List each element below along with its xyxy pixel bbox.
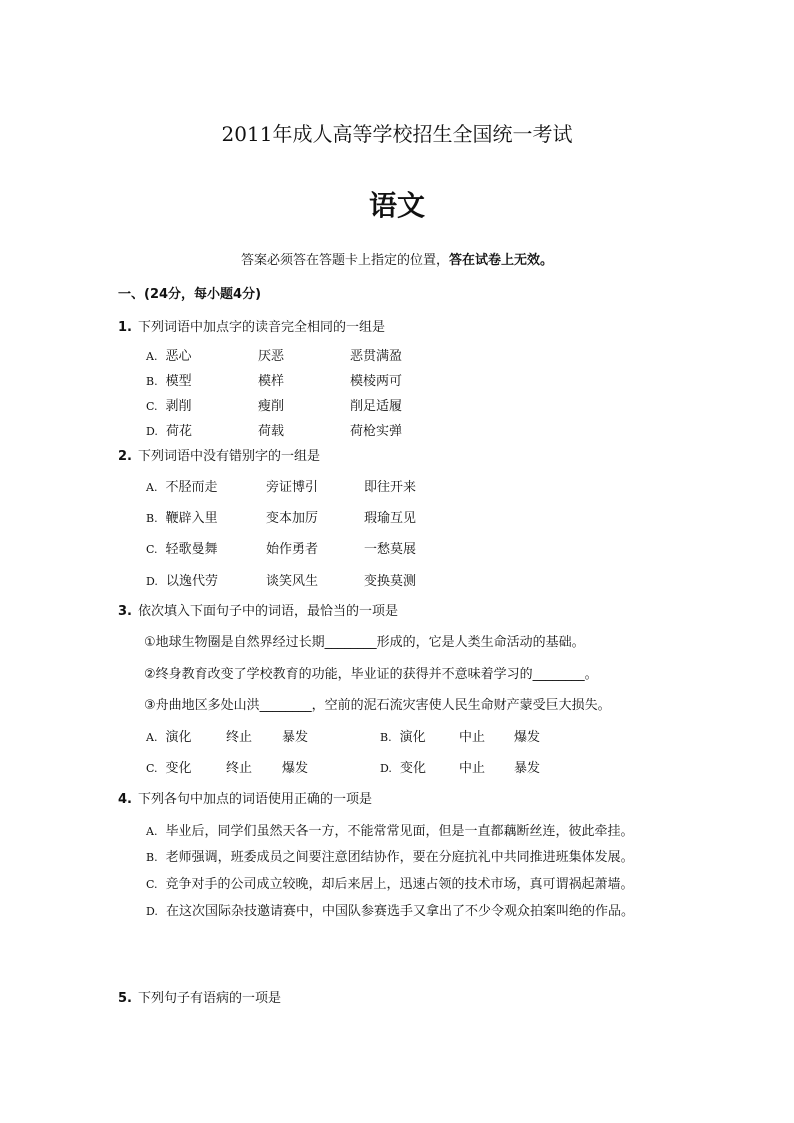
q4-option-a: A. 毕业后，同学们虽然天各一方，不能常常见面，但是一直都藕断丝连，彼此牵挂。 [146, 824, 634, 839]
q2-option-c-word2: 始作勇者 [266, 542, 319, 557]
q1-option-d: D. 荷花 [146, 424, 192, 439]
q1-option-a-word3: 恶贯满盈 [350, 349, 403, 364]
answer-notice [0, 249, 794, 268]
q3-option-b-word2: 中止 [459, 730, 486, 745]
q2-option-a-word3: 即往开来 [364, 480, 417, 495]
question-number: 1. [118, 320, 132, 335]
question-3 [118, 600, 398, 619]
question-4 [118, 788, 372, 807]
q1-option-c-word3: 削足适履 [350, 399, 403, 414]
question-stem: 依次填入下面句子中的词语，最恰当的一项是 [137, 604, 398, 619]
q1-option-b-word3: 模棱两可 [350, 374, 403, 389]
q3-option-a: A. 演化 [146, 730, 192, 745]
q2-option-a: A. 不胫而走 [146, 480, 218, 495]
q2-option-b: B. 鞭辟入里 [146, 511, 218, 526]
q3-option-c-word3: 爆发 [282, 761, 309, 776]
question-stem: 下列词语中没有错别字的一组是 [137, 449, 320, 464]
q3-option-a-word3: 暴发 [282, 730, 309, 745]
q2-option-d-word3: 变换莫测 [364, 574, 417, 589]
q4-option-b: B. 老师强调，班委成员之间要注意团结协作，要在分庭抗礼中共同推进班集体发展。 [146, 850, 634, 865]
q4-option-d: D. 在这次国际杂技邀请赛中，中国队参赛选手又拿出了不少令观众拍案叫绝的作品。 [146, 904, 634, 919]
q3-option-d: D. 变化 [380, 761, 426, 776]
q3-option-d-word3: 暴发 [514, 761, 541, 776]
q1-option-b-word2: 模样 [258, 374, 285, 389]
q3-option-b-word3: 爆发 [514, 730, 541, 745]
q1-option-a: A. 恶心 [146, 349, 192, 364]
q2-option-a-word2: 旁证博引 [266, 480, 319, 495]
section-heading: 一、(24分，每小题4分) [118, 287, 262, 302]
question-5 [118, 987, 281, 1006]
q1-option-b: B. 模型 [146, 374, 192, 389]
q2-option-b-word3: 瑕瑜互见 [364, 511, 417, 526]
notice-bold: 答在试卷上无效。 [449, 253, 554, 268]
q1-option-a-word2: 厌恶 [258, 349, 285, 364]
q3-option-c: C. 变化 [146, 761, 192, 776]
q2-option-d-word2: 谈笑风生 [266, 574, 319, 589]
q3-option-d-word2: 中止 [459, 761, 486, 776]
q3-sentence-1: ①地球生物圈是自然界经过长期________形成的，它是人类生命活动的基础。 [144, 635, 585, 650]
q4-option-c: C. 竞争对手的公司成立较晚，却后来居上，迅速占领的技术市场，真可谓祸起萧墙。 [146, 877, 634, 892]
question-stem: 下列词语中加点字的读音完全相同的一组是 [137, 320, 385, 335]
q3-option-a-word2: 终止 [226, 730, 253, 745]
q2-option-c: C. 轻歌曼舞 [146, 542, 218, 557]
q1-option-c: C. 剥削 [146, 399, 192, 414]
exam-title: 2011年成人高等学校招生全国统一考试 [221, 122, 573, 146]
q1-option-d-word2: 荷载 [258, 424, 285, 439]
q3-option-c-word2: 终止 [226, 761, 253, 776]
question-1 [118, 316, 385, 335]
q3-sentence-2: ②终身教育改变了学校教育的功能，毕业证的获得并不意味着学习的________。 [144, 667, 598, 682]
question-number: 2. [118, 449, 132, 464]
q2-option-b-word2: 变本加厉 [266, 511, 319, 526]
subject-title: 语文 [368, 189, 425, 222]
question-number: 4. [118, 792, 132, 807]
q2-option-c-word3: 一愁莫展 [364, 542, 417, 557]
question-number: 3. [118, 604, 132, 619]
q1-option-d-word3: 荷枪实弹 [350, 424, 403, 439]
question-stem: 下列各句中加点的词语使用正确的一项是 [137, 792, 372, 807]
q2-option-d: D. 以逸代劳 [146, 574, 218, 589]
notice-normal: 答案必须答在答题卡上指定的位置， [240, 253, 449, 268]
question-number: 5. [118, 991, 132, 1006]
q1-option-c-word2: 瘦削 [258, 399, 285, 414]
q3-sentence-3: ③舟曲地区多处山洪________，空前的泥石流灾害使人民生命财产蒙受巨大损失。 [144, 698, 611, 713]
question-2 [118, 445, 320, 464]
q3-option-b: B. 演化 [380, 730, 426, 745]
question-stem: 下列句子有语病的一项是 [137, 991, 281, 1006]
